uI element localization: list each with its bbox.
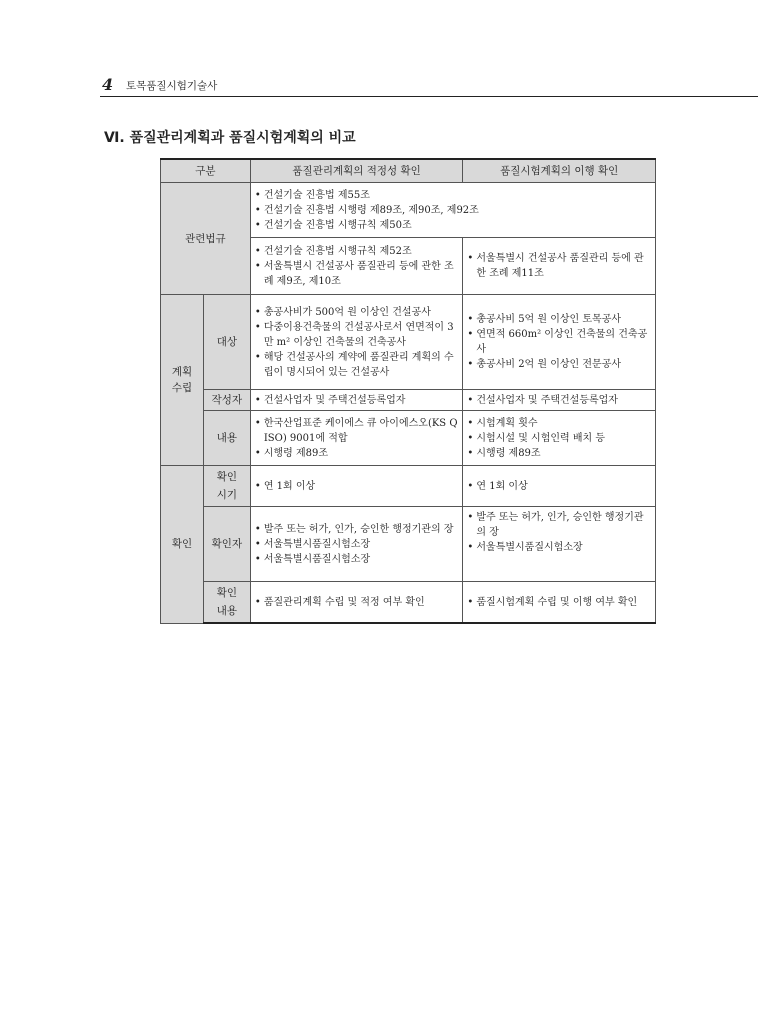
list-item: • 한국산업표준 케이에스 큐 아이에스오(KS Q ISO) 9001에 적합 xyxy=(255,416,459,446)
list-item: • 해당 건설공사의 계약에 품질관리 계획의 수립이 명시되어 있는 건설공사 xyxy=(255,350,459,380)
comparison-table xyxy=(160,158,656,624)
list-item: • 건설사업자 및 주택건설등록업자 xyxy=(255,393,459,408)
row-label-plan xyxy=(161,295,204,466)
table-row xyxy=(161,507,656,582)
list-item: • 다중이용건축물의 건설공사로서 연면적이 3만 m² 이상인 건축물의 건축공사 xyxy=(255,320,459,350)
list-item: • 서울특별시품질시험소장 xyxy=(255,552,459,567)
related-law-shared-cell xyxy=(250,183,655,238)
list-item: • 총공사비가 500억 원 이상인 건설공사 xyxy=(255,305,459,320)
header-category: 구분 xyxy=(161,159,251,183)
table-row xyxy=(161,466,656,507)
label-line: 확인 xyxy=(216,471,238,483)
table-row xyxy=(161,390,656,411)
timing-qm-cell xyxy=(250,466,463,507)
table-row xyxy=(161,295,656,390)
list-item: • 시행령 제89조 xyxy=(467,446,651,461)
list-item: • 서울특별시 건설공사 품질관리 등에 관한 조례 제11조 xyxy=(467,251,651,281)
list-item: • 품질시험계획 수립 및 이행 여부 확인 xyxy=(467,595,651,610)
details-qt-cell xyxy=(463,582,656,624)
header-quality-test: 품질시험계획의 이행 확인 xyxy=(463,159,656,183)
list-item: • 연 1회 이상 xyxy=(255,479,459,494)
list-item: • 건설기술 진흥법 시행규칙 제50조 xyxy=(255,218,651,233)
list-item: • 총공사비 5억 원 이상인 토목공사 xyxy=(467,312,651,327)
table-row xyxy=(161,183,656,238)
table-header-row xyxy=(161,159,656,183)
header-quality-management: 품질관리계획의 적정성 확인 xyxy=(250,159,463,183)
list-item: • 건설기술 진흥법 제55조 xyxy=(255,188,651,203)
list-item: • 건설사업자 및 주택건설등록업자 xyxy=(467,393,651,408)
label-line: 수립 xyxy=(171,382,193,394)
section-title: Ⅵ. 품질관리계획과 품질시험계획의 비교 xyxy=(104,130,356,146)
row-label-confirm: 확인 xyxy=(161,466,204,624)
list-item: • 총공사비 2억 원 이상인 전문공사 xyxy=(467,357,651,372)
label-line: 시기 xyxy=(216,489,238,501)
row-label-confirmer: 확인자 xyxy=(203,507,250,582)
running-header xyxy=(100,76,758,96)
list-item: • 건설기술 진흥법 시행령 제89조, 제90조, 제92조 xyxy=(255,203,651,218)
list-item: • 발주 또는 허가, 인가, 승인한 행정기관의 장 xyxy=(255,522,459,537)
list-item: • 시행령 제89조 xyxy=(255,446,459,461)
list-item: • 서울특별시품질시험소장 xyxy=(255,537,459,552)
list-item: • 연 1회 이상 xyxy=(467,479,651,494)
list-item: • 서울특별시 건설공사 품질관리 등에 관한 조례 제9조, 제10조 xyxy=(255,259,459,289)
row-label-timing xyxy=(203,466,250,507)
page-number: 4 xyxy=(102,75,114,94)
book-title: 토목품질시험기술사 xyxy=(126,80,218,92)
list-item: • 건설기술 진흥법 시행규칙 제52조 xyxy=(255,244,459,259)
confirmer-qm-cell xyxy=(250,507,463,582)
list-item: • 시험시설 및 시험인력 배치 등 xyxy=(467,431,651,446)
details-qm-cell xyxy=(250,582,463,624)
list-item: • 서울특별시품질시험소장 xyxy=(467,540,651,555)
label-line: 계획 xyxy=(171,366,193,378)
label-line: 내용 xyxy=(216,605,238,617)
row-label-related-law: 관련법규 xyxy=(161,183,251,295)
target-qt-cell xyxy=(463,295,656,390)
content-qt-cell xyxy=(463,411,656,466)
table-row xyxy=(161,582,656,624)
row-label-details xyxy=(203,582,250,624)
target-qm-cell xyxy=(250,295,463,390)
author-qt-cell xyxy=(463,390,656,411)
header-rule xyxy=(100,96,758,97)
timing-qt-cell xyxy=(463,466,656,507)
author-qm-cell xyxy=(250,390,463,411)
related-law-qm-cell xyxy=(250,238,463,295)
label-line: 확인 xyxy=(216,587,238,599)
list-item: • 연면적 660m² 이상인 건축물의 건축공사 xyxy=(467,327,651,357)
confirmer-qt-cell xyxy=(463,507,656,582)
list-item: • 품질관리계획 수립 및 적정 여부 확인 xyxy=(255,595,459,610)
list-item: • 발주 또는 허가, 인가, 승인한 행정기관의 장 xyxy=(467,510,651,540)
related-law-qt-cell xyxy=(463,238,656,295)
table-row xyxy=(161,411,656,466)
row-label-author: 작성자 xyxy=(203,390,250,411)
content-qm-cell xyxy=(250,411,463,466)
list-item: • 시험계획 횟수 xyxy=(467,416,651,431)
row-label-content: 내용 xyxy=(203,411,250,466)
row-label-target: 대상 xyxy=(203,295,250,390)
